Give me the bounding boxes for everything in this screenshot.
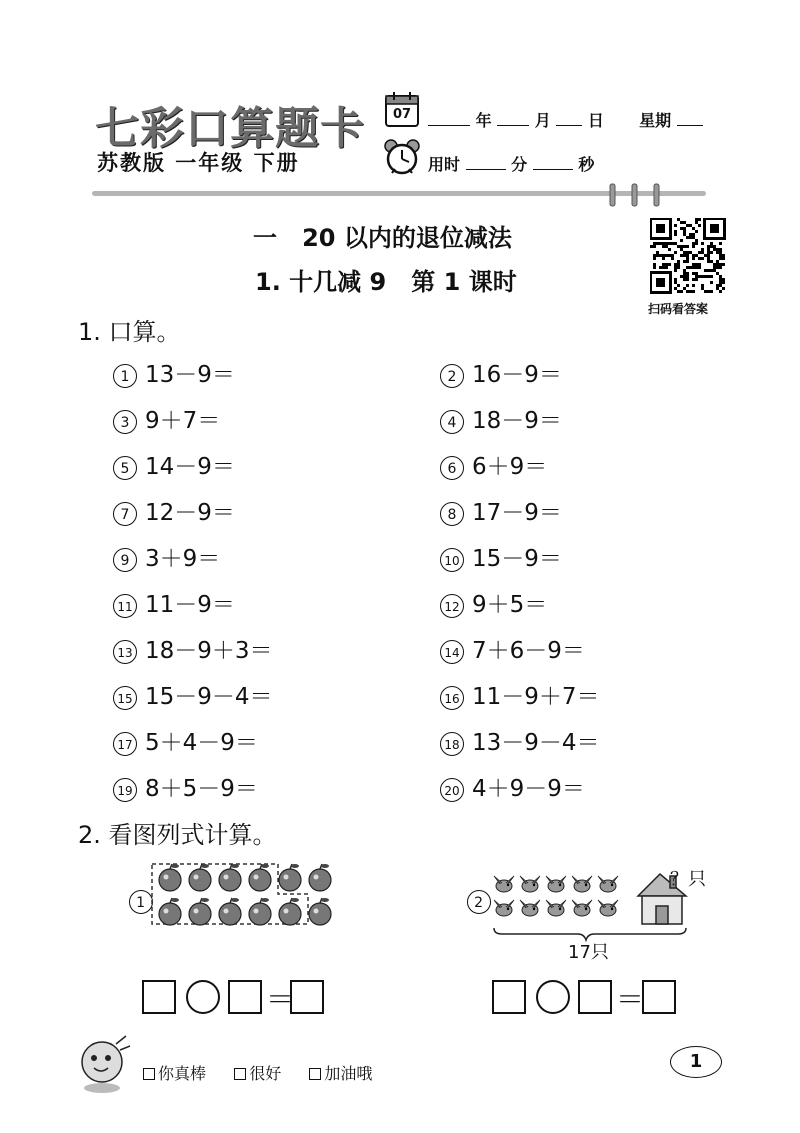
problem-expression: 15－9－4＝ — [145, 684, 273, 710]
circled-number: 16 — [440, 686, 464, 710]
apple-icon — [159, 864, 181, 891]
bird-icon — [520, 876, 540, 892]
total-label: 17只 — [568, 942, 609, 963]
month-blank[interactable] — [497, 111, 529, 126]
apple-icon — [279, 898, 301, 925]
circled-number: 6 — [440, 456, 464, 480]
equals-sign: ＝ — [616, 983, 645, 1016]
problem-expression: 3＋9＝ — [145, 546, 221, 572]
day-label: 日 — [587, 111, 604, 130]
circled-number: 2 — [467, 890, 491, 914]
circled-number: 5 — [113, 456, 137, 480]
page-number: 1 — [670, 1046, 722, 1078]
problem-expression: 13－9－4＝ — [472, 730, 600, 756]
problem-expression: 11－9＋7＝ — [472, 684, 600, 710]
qr-code[interactable] — [650, 218, 726, 294]
minute-blank[interactable] — [466, 155, 506, 170]
circled-number: 17 — [113, 732, 137, 756]
year-label: 年 — [475, 111, 492, 130]
problem-expression: 12－9＝ — [145, 500, 235, 526]
problem-expression: 9＋5＝ — [472, 592, 548, 618]
checkbox-icon[interactable] — [234, 1068, 246, 1080]
circled-number: 7 — [113, 502, 137, 526]
equals-sign: ＝ — [266, 983, 295, 1016]
bird-icon — [546, 900, 566, 916]
circled-number: 12 — [440, 594, 464, 618]
circled-number: 10 — [440, 548, 464, 572]
birds-house-picture — [488, 862, 698, 942]
circled-number: 20 — [440, 778, 464, 802]
operator-circle[interactable] — [536, 980, 570, 1014]
problem-item — [113, 770, 258, 803]
bird-icon — [520, 900, 540, 916]
checkbox-icon[interactable] — [143, 1068, 155, 1080]
year-blank[interactable] — [428, 111, 470, 126]
week-blank[interactable] — [677, 111, 703, 126]
circled-number: 14 — [440, 640, 464, 664]
bird-icon — [494, 876, 514, 892]
bird-icon — [572, 876, 592, 892]
chapter-title: 一 20 以内的退位减法 — [253, 224, 512, 252]
problem-expression: 16－9＝ — [472, 362, 562, 388]
circled-number: 11 — [113, 594, 137, 618]
answer-box[interactable] — [578, 980, 612, 1014]
qr-caption: 扫码看答案 — [648, 302, 709, 316]
problem-item — [440, 356, 562, 389]
problem-expression: 9＋7＝ — [145, 408, 221, 434]
bird-icon — [598, 876, 618, 892]
problem-item — [440, 678, 600, 711]
day-blank[interactable] — [556, 111, 582, 126]
answer-box[interactable] — [142, 980, 176, 1014]
bird-icon — [546, 876, 566, 892]
apple-icon — [279, 864, 301, 891]
problem-item — [113, 586, 235, 619]
apples-picture — [146, 858, 346, 930]
circled-number: 18 — [440, 732, 464, 756]
problem-item — [113, 632, 273, 665]
circled-number: 9 — [113, 548, 137, 572]
time-label: 用时 — [428, 155, 461, 174]
problem-expression: 8＋5－9＝ — [145, 776, 258, 802]
problem-expression: 7＋6－9＝ — [472, 638, 585, 664]
week-label: 星期 — [639, 111, 672, 130]
apple-icon — [249, 864, 271, 891]
praise-option-good[interactable]: 很好 — [234, 1064, 281, 1083]
answer-box[interactable] — [492, 980, 526, 1014]
apple-icon — [159, 898, 181, 925]
problem-item — [440, 540, 562, 573]
alarm-clock-icon — [382, 138, 422, 176]
time-line — [428, 152, 594, 175]
problem-expression: 6＋9＝ — [472, 454, 548, 480]
problem-expression: 15－9＝ — [472, 546, 562, 572]
apple-icon — [219, 898, 241, 925]
circled-number: 4 — [440, 410, 464, 434]
bird-icon — [598, 900, 618, 916]
circled-number: 3 — [113, 410, 137, 434]
divider-pins — [604, 182, 668, 208]
problem-expression: 18－9＋3＝ — [145, 638, 273, 664]
praise-option-great[interactable]: 你真棒 — [143, 1064, 206, 1083]
problem-expression: 13－9＝ — [145, 362, 235, 388]
circled-number: 13 — [113, 640, 137, 664]
second-label: 秒 — [578, 155, 595, 174]
problem-item — [113, 678, 273, 711]
operator-circle[interactable] — [186, 980, 220, 1014]
apple-icon — [219, 864, 241, 891]
problem-expression: 14－9＝ — [145, 454, 235, 480]
problem-item — [113, 402, 220, 435]
section2-title: 2. 看图列式计算。 — [78, 821, 277, 849]
problem-item — [440, 770, 585, 803]
problem-item — [440, 586, 547, 619]
month-label: 月 — [534, 111, 551, 130]
second-blank[interactable] — [533, 155, 573, 170]
problem-expression: 5＋4－9＝ — [145, 730, 258, 756]
circled-number: 15 — [113, 686, 137, 710]
date-line — [428, 108, 703, 131]
apple-icon — [309, 864, 331, 891]
edition-label: 苏教版 一年级 下册 — [97, 151, 300, 175]
problem-item — [440, 402, 562, 435]
answer-box[interactable] — [228, 980, 262, 1014]
problem-item — [440, 448, 547, 481]
bird-icon — [494, 900, 514, 916]
calendar-day: 07 — [392, 107, 412, 122]
problem-item — [113, 448, 235, 481]
problem-item — [113, 356, 235, 389]
problem-item — [440, 494, 562, 527]
minute-label: 分 — [511, 155, 528, 174]
apple-icon — [249, 898, 271, 925]
house-label: ？只 — [670, 869, 706, 890]
problem-expression: 17－9＝ — [472, 500, 562, 526]
apple-icon — [189, 898, 211, 925]
circled-number: 8 — [440, 502, 464, 526]
answer-box[interactable] — [642, 980, 676, 1014]
problem-item — [113, 494, 235, 527]
problem-expression: 11－9＝ — [145, 592, 235, 618]
problem-item — [440, 724, 600, 757]
lesson-title: 1. 十几减 9 第 1 课时 — [255, 268, 517, 296]
circled-number: 1 — [129, 890, 153, 914]
brand-logo: 七彩口算题卡 — [95, 103, 365, 154]
praise-option-keep-going[interactable]: 加油哦 — [309, 1064, 372, 1083]
mascot-icon — [72, 1032, 136, 1096]
problem-expression: 4＋9－9＝ — [472, 776, 585, 802]
apple-icon — [309, 898, 331, 925]
circled-number: 2 — [440, 364, 464, 388]
problem-item — [113, 540, 220, 573]
circled-number: 19 — [113, 778, 137, 802]
section1-title: 1. 口算。 — [78, 318, 181, 346]
checkbox-icon[interactable] — [309, 1068, 321, 1080]
bird-icon — [572, 900, 592, 916]
problem-item — [113, 724, 258, 757]
circled-number: 1 — [113, 364, 137, 388]
answer-box[interactable] — [290, 980, 324, 1014]
apple-icon — [189, 864, 211, 891]
problem-expression: 18－9＝ — [472, 408, 562, 434]
problem-item — [440, 632, 585, 665]
praise-options — [143, 1061, 372, 1084]
